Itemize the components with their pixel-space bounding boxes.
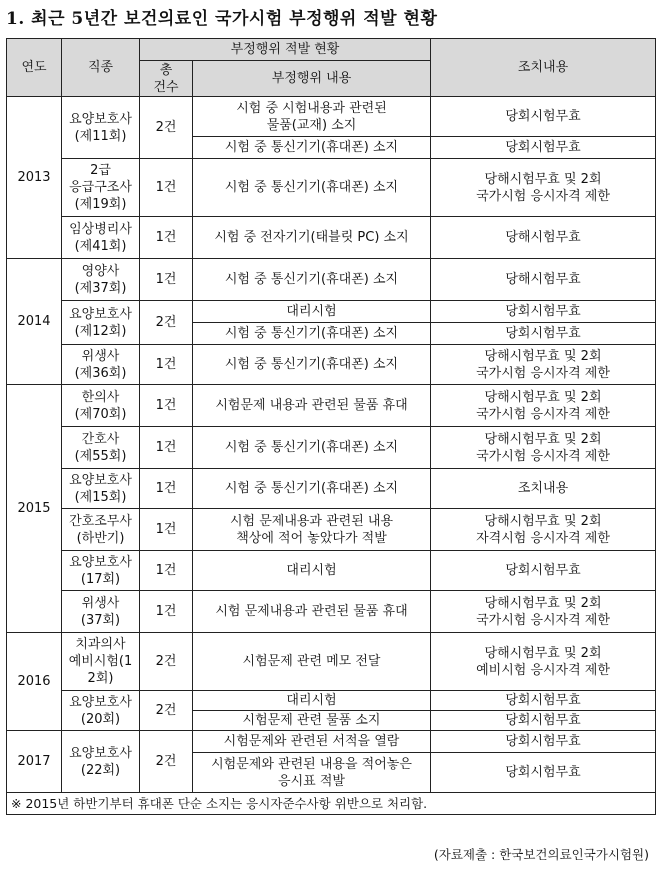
action-cell: 당해시험무효	[431, 217, 656, 259]
year-cell: 2016	[7, 633, 62, 731]
action-cell: 당해시험무효	[431, 259, 656, 301]
year-cell: 2014	[7, 259, 62, 385]
job-cell: 위생사 (제36회)	[62, 345, 140, 385]
action-cell: 당회시험무효	[431, 753, 656, 793]
job-cell: 간호조무사 (하반기)	[62, 509, 140, 551]
content-cell: 시험 중 시험내용과 관련된 물품(교재) 소지	[193, 97, 431, 137]
action-cell: 당해시험무효 및 2회 국가시험 응시자격 제한	[431, 427, 656, 469]
content-cell: 시험문제와 관련된 내용을 적어놓은 응시표 적발	[193, 753, 431, 793]
header-count: 총 건수	[140, 61, 193, 97]
count-cell: 1건	[140, 551, 193, 591]
count-cell: 1건	[140, 509, 193, 551]
header-year: 연도	[7, 39, 62, 97]
action-cell: 당해시험무효 및 2회 자격시험 응시자격 제한	[431, 509, 656, 551]
job-cell: 치과의사 예비시험(1 2회)	[62, 633, 140, 691]
header-job: 직종	[62, 39, 140, 97]
action-cell: 당회시험무효	[431, 551, 656, 591]
job-cell: 2급 응급구조사 (제19회)	[62, 159, 140, 217]
count-cell: 1건	[140, 259, 193, 301]
content-cell: 대리시험	[193, 301, 431, 323]
job-cell: 요양보호사 (제12회)	[62, 301, 140, 345]
count-cell: 2건	[140, 691, 193, 731]
count-cell: 1건	[140, 345, 193, 385]
content-cell: 시험 중 전자기기(태블릿 PC) 소지	[193, 217, 431, 259]
count-cell: 1건	[140, 159, 193, 217]
action-cell: 당회시험무효	[431, 97, 656, 137]
content-cell: 시험문제 관련 물품 소지	[193, 711, 431, 731]
year-cell: 2015	[7, 385, 62, 633]
job-cell: 영양사 (제37회)	[62, 259, 140, 301]
content-cell: 시험 중 통신기기(휴대폰) 소지	[193, 469, 431, 509]
content-cell: 시험 중 통신기기(휴대폰) 소지	[193, 427, 431, 469]
content-cell: 시험문제 내용과 관련된 물품 휴대	[193, 385, 431, 427]
job-cell: 요양보호사 (제11회)	[62, 97, 140, 159]
content-cell: 시험 중 통신기기(휴대폰) 소지	[193, 137, 431, 159]
count-cell: 1건	[140, 469, 193, 509]
content-cell: 시험 문제내용과 관련된 물품 휴대	[193, 591, 431, 633]
content-cell: 시험 문제내용과 관련된 내용 책상에 적어 놓았다가 적발	[193, 509, 431, 551]
action-cell: 당회시험무효	[431, 137, 656, 159]
job-cell: 요양보호사 (22회)	[62, 731, 140, 793]
job-cell: 요양보호사 (제15회)	[62, 469, 140, 509]
action-cell: 당회시험무효	[431, 711, 656, 731]
content-cell: 대리시험	[193, 691, 431, 711]
report-table	[6, 38, 656, 815]
action-cell: 당해시험무효 및 2회 예비시험 응시자격 제한	[431, 633, 656, 691]
job-cell: 요양보호사 (17회)	[62, 551, 140, 591]
action-cell: 당회시험무효	[431, 323, 656, 345]
action-cell: 당회시험무효	[431, 731, 656, 753]
count-cell: 1건	[140, 385, 193, 427]
job-cell: 요양보호사 (20회)	[62, 691, 140, 731]
action-cell: 당해시험무효 및 2회 국가시험 응시자격 제한	[431, 159, 656, 217]
header-action: 조치내용	[431, 39, 656, 97]
footnote: ※ 2015년 하반기부터 휴대폰 단순 소지는 응시자준수사항 위반으로 처리함.	[7, 793, 656, 815]
action-cell: 당해시험무효 및 2회 국가시험 응시자격 제한	[431, 345, 656, 385]
year-cell: 2013	[7, 97, 62, 259]
job-cell: 임상병리사 (제41회)	[62, 217, 140, 259]
content-cell: 시험 중 통신기기(휴대폰) 소지	[193, 159, 431, 217]
header-content: 부정행위 내용	[193, 61, 431, 97]
job-cell: 간호사 (제55회)	[62, 427, 140, 469]
count-cell: 1건	[140, 427, 193, 469]
count-cell: 2건	[140, 731, 193, 793]
content-cell: 시험문제 관련 메모 전달	[193, 633, 431, 691]
content-cell: 시험문제와 관련된 서적을 열람	[193, 731, 431, 753]
count-cell: 2건	[140, 633, 193, 691]
content-cell: 시험 중 통신기기(휴대폰) 소지	[193, 259, 431, 301]
page-title: 1. 최근 5년간 보건의료인 국가시험 부정행위 적발 현황	[6, 9, 438, 29]
job-cell: 한의사 (제70회)	[62, 385, 140, 427]
count-cell: 2건	[140, 301, 193, 345]
source-note: (자료제출 : 한국보건의료인국가시험원)	[433, 847, 649, 862]
count-cell: 2건	[140, 97, 193, 159]
content-cell: 대리시험	[193, 551, 431, 591]
action-cell: 조치내용	[431, 469, 656, 509]
year-cell: 2017	[7, 731, 62, 793]
action-cell: 당해시험무효 및 2회 국가시험 응시자격 제한	[431, 385, 656, 427]
job-cell: 위생사 (37회)	[62, 591, 140, 633]
count-cell: 1건	[140, 217, 193, 259]
count-cell: 1건	[140, 591, 193, 633]
header-detection-status: 부정행위 적발 현황	[140, 39, 431, 61]
action-cell: 당회시험무효	[431, 691, 656, 711]
content-cell: 시험 중 통신기기(휴대폰) 소지	[193, 323, 431, 345]
action-cell: 당회시험무효	[431, 301, 656, 323]
content-cell: 시험 중 통신기기(휴대폰) 소지	[193, 345, 431, 385]
action-cell: 당해시험무효 및 2회 국가시험 응시자격 제한	[431, 591, 656, 633]
